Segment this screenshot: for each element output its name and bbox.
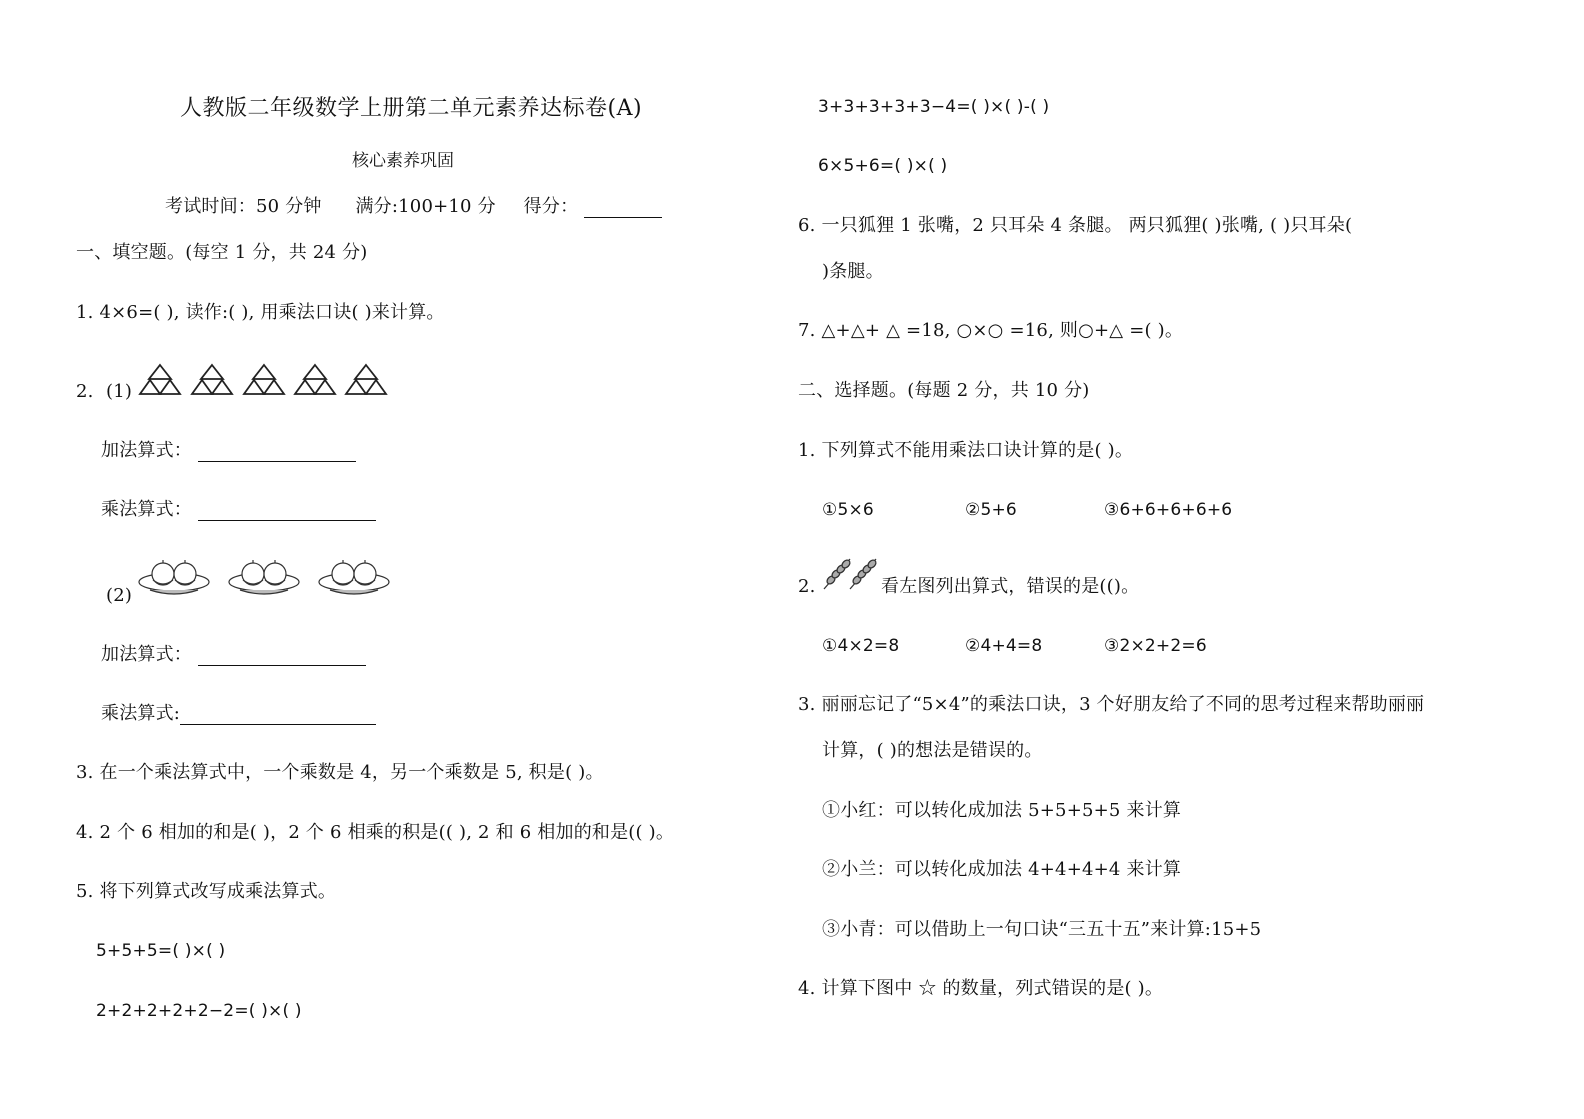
question-1-2-part1-label: (1)	[106, 381, 133, 402]
question-2-2-prompt: 看左图列出算式，错误的是(()。	[881, 576, 1140, 597]
part2-addition-blank[interactable]	[198, 647, 366, 666]
section2-heading: 二、选择题。(每题 2 分，共 10 分)	[798, 380, 1090, 401]
question-1-7: 7. △+△+ △ =18, ○×○ =16, 则○+△ =( )。	[798, 320, 1184, 341]
question-2-3-line1: 3. 丽丽忘记了“5×4”的乘法口诀，3 个好朋友给了不同的思考过程来帮助丽丽	[798, 694, 1425, 715]
question-1-2-label: 2.	[76, 381, 94, 402]
part1-addition-blank[interactable]	[198, 443, 356, 462]
question-1-4: 4. 2 个 6 相加的和是( )，2 个 6 相乘的积是(( ), 2 和 6 相加的和是(( )。	[76, 822, 675, 843]
triangle-groups-icon	[138, 362, 388, 396]
question-1-2-part2-label: (2)	[106, 585, 133, 606]
question-2-2-option-1: ①4×2=8	[822, 636, 900, 656]
question-2-1-option-1: ①5×6	[822, 500, 874, 520]
exam-info	[165, 196, 662, 218]
page-subtitle: 核心素养巩固	[352, 151, 454, 171]
part2-multiplication-blank[interactable]	[180, 706, 376, 725]
exam-time: 考试时间：50 分钟	[165, 196, 322, 217]
question-2-3-option-1: ①小红：可以转化成加法 5+5+5+5 来计算	[822, 800, 1182, 821]
skewer-icon	[822, 557, 880, 591]
question-2-1-option-3: ③6+6+6+6+6	[1104, 500, 1233, 520]
part2-addition: 加法算式：	[101, 644, 366, 666]
question-1-1: 1. 4×6=( ), 读作:( ), 用乘法口诀( )来计算。	[76, 302, 445, 323]
full-score: 满分:100+10 分	[355, 196, 496, 217]
score-blank[interactable]	[584, 199, 662, 218]
question-1-5-prompt: 5. 将下列算式改写成乘法算式。	[76, 881, 337, 902]
question-2-2-label: 2.	[798, 576, 816, 597]
question-1-6-line2: )条腿。	[822, 261, 884, 282]
part1-multiplication: 乘法算式：	[101, 499, 376, 521]
question-1-5-item-1: 5+5+5=( )×( )	[96, 941, 226, 961]
score-label: 得分：	[523, 196, 579, 217]
part1-addition: 加法算式：	[101, 440, 356, 462]
part2-multiplication: 乘法算式:	[101, 703, 376, 725]
question-2-3-line2: 计算，( )的想法是错误的。	[822, 740, 1043, 761]
question-2-3-option-2: ②小兰：可以转化成加法 4+4+4+4 来计算	[822, 859, 1182, 880]
question-2-2-option-2: ②4+4=8	[965, 636, 1043, 656]
question-2-1-prompt: 1. 下列算式不能用乘法口诀计算的是( )。	[798, 440, 1134, 461]
page-title: 人教版二年级数学上册第二单元素养达标卷(A)	[180, 96, 643, 121]
question-1-5-item-3: 3+3+3+3+3−4=( )×( )-( )	[818, 97, 1050, 117]
question-2-3-option-3: ③小青：可以借助上一句口诀“三五十五”来计算:15+5	[822, 919, 1262, 940]
question-1-6-line1: 6. 一只狐狸 1 张嘴，2 只耳朵 4 条腿。 两只狐狸( )张嘴, ( )只耳朵(	[798, 215, 1353, 236]
question-1-5-item-2: 2+2+2+2+2−2=( )×( )	[96, 1001, 302, 1021]
apple-plates-icon	[138, 560, 394, 602]
part1-multiplication-blank[interactable]	[198, 502, 376, 521]
question-1-3: 3. 在一个乘法算式中，一个乘数是 4，另一个乘数是 5, 积是( )。	[76, 762, 604, 783]
question-2-1-option-2: ②5+6	[965, 500, 1017, 520]
question-1-5-item-4: 6×5+6=( )×( )	[818, 156, 948, 176]
question-2-4: 4. 计算下图中 ☆ 的数量，列式错误的是( )。	[798, 978, 1164, 999]
section1-heading: 一、填空题。(每空 1 分，共 24 分)	[76, 242, 368, 263]
question-2-2-option-3: ③2×2+2=6	[1104, 636, 1207, 656]
